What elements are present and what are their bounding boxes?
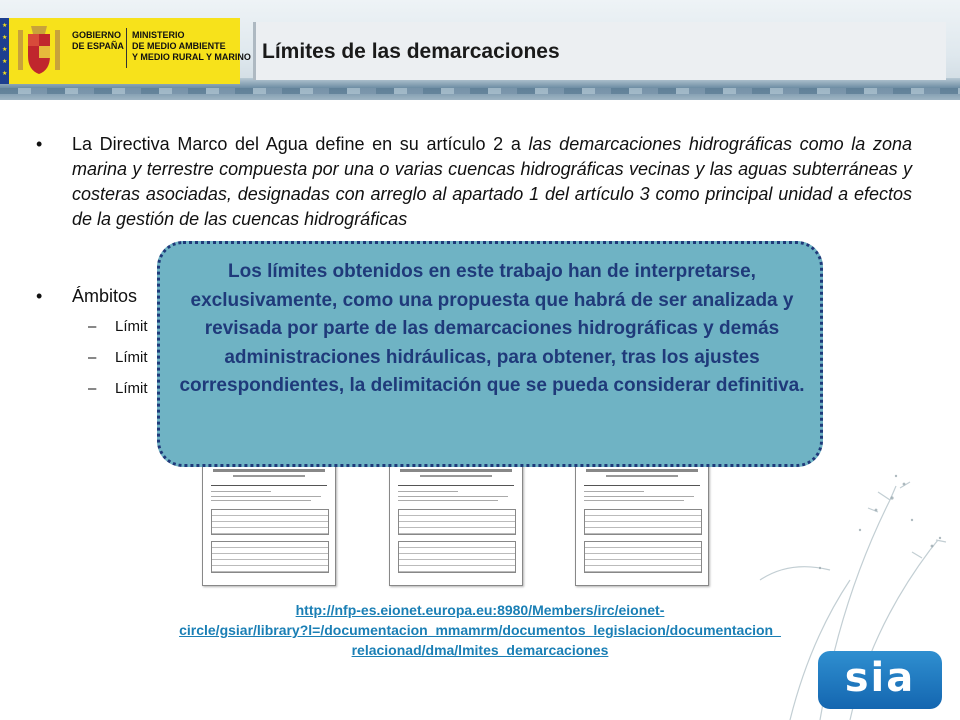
bullet-2-marker: • bbox=[36, 286, 43, 306]
document-thumbnail-1 bbox=[202, 458, 336, 586]
bullet-1-marker: • bbox=[36, 134, 43, 154]
gobierno-label: GOBIERNO DE ESPAÑA bbox=[72, 30, 124, 51]
bullet-1-text: La Directiva Marco del Agua define en su artículo 2 a las demarcaciones hidrográficas como la zona marina y terrestre compuesta por una o varias cuencas hidrográficas vecinas y las aguas subterráneas y costeras asociadas, designadas con arreglo al apartado 1 del artículo 3 como principal unidad a efectos de la gestión de las cuencas hidrográficas bbox=[72, 134, 913, 229]
sub-1-marker: – bbox=[88, 318, 97, 335]
sub-3-text: Límit bbox=[115, 380, 148, 397]
eu-flag-icon: ★ ★ ★ ★ ★ bbox=[0, 18, 9, 84]
sub-2-marker: – bbox=[88, 349, 97, 366]
document-thumbnail-2 bbox=[389, 458, 523, 586]
ministerio-label: MINISTERIO DE MEDIO AMBIENTE Y MEDIO RURAL Y MARINO bbox=[132, 30, 251, 62]
sia-logo-text: sia bbox=[844, 655, 916, 701]
disclaimer-callout bbox=[157, 241, 823, 467]
sub-1-text: Límit bbox=[115, 318, 148, 335]
sub-2-text: Límit bbox=[115, 349, 148, 366]
bullet-2-text: Ámbitos bbox=[72, 286, 138, 306]
disclaimer-text: Los límites obtenidos en este trabajo han de interpretarse, exclusivamente, como una propuesta que habrá de ser analizada y revisada por parte de las demarcaciones hidrográficas y demás administraciones hidráulicas, para obtener, tras los ajustes correspondientes, la delimitación que se pueda considerar definitiva. bbox=[179, 261, 805, 396]
sub-3-marker: – bbox=[88, 380, 97, 397]
logo-separator bbox=[126, 28, 127, 68]
document-thumbnail-3 bbox=[575, 458, 709, 586]
sia-logo bbox=[818, 651, 942, 709]
slide-title: Límites de las demarcaciones bbox=[262, 40, 560, 63]
coat-of-arms-icon bbox=[16, 24, 62, 80]
water-ripple bbox=[0, 88, 960, 94]
library-link[interactable]: http://nfp-es.eionet.europa.eu:8980/Members/irc/eionet- circle/gsiar/library?l=/documentacion_mmamrm/documentos_legislacion/documentacion_ relacionad/dma/lmites_demarcaciones bbox=[179, 602, 781, 658]
